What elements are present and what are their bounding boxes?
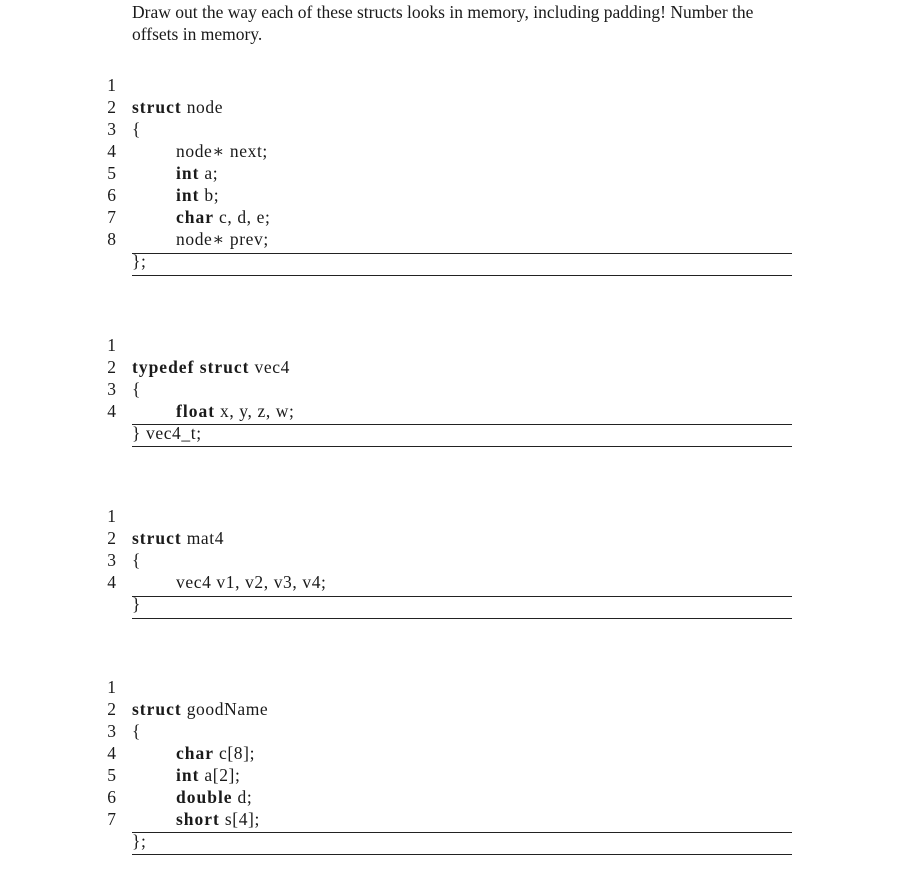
code-rest: d; (232, 787, 253, 807)
code-rest: a; (199, 163, 219, 183)
line-number: 5 (107, 163, 116, 183)
code-rest: x, y, z, w; (215, 401, 295, 421)
answer-line (132, 424, 792, 425)
code-rest: { (132, 721, 141, 741)
line-number: 6 (107, 787, 116, 807)
code-rest: vec4 (249, 357, 290, 377)
line-number: 4 (107, 401, 116, 421)
code-rest: c[8]; (214, 743, 256, 763)
line-number: 3 (107, 721, 116, 741)
line-number: 7 (107, 207, 116, 227)
line-number: 2 (107, 699, 116, 719)
answer-line (132, 446, 792, 447)
keyword: short (176, 809, 220, 829)
code-rest: } (132, 594, 141, 614)
code-rest: s[4]; (219, 809, 260, 829)
code-rest: a[2]; (199, 765, 241, 785)
code-text (132, 830, 146, 852)
line-number: 8 (107, 229, 116, 249)
code-text (176, 808, 260, 830)
answer-line (132, 618, 792, 619)
keyword: char (176, 207, 215, 227)
code-text (132, 422, 202, 444)
answer-line (132, 275, 792, 276)
code-rest: { (132, 379, 141, 399)
code-line (0, 312, 900, 377)
code-rest: { (132, 119, 141, 139)
code-line (0, 527, 900, 592)
keyword: int (176, 765, 200, 785)
code-line (0, 356, 900, 421)
keyword: char (176, 743, 215, 763)
code-text (176, 228, 269, 250)
code-rest: } vec4_t; (132, 423, 202, 443)
line-number: 3 (107, 379, 116, 399)
keyword: struct (132, 699, 182, 719)
answer-line (132, 596, 792, 597)
line-number: 2 (107, 97, 116, 117)
code-rest: goodName (181, 699, 269, 719)
code-rest: { (132, 550, 141, 570)
code-rest: node∗ prev; (176, 229, 269, 249)
line-number: 3 (107, 550, 116, 570)
code-rest: }; (132, 251, 147, 271)
keyword: double (176, 787, 233, 807)
line-number: 1 (107, 75, 116, 95)
code-rest: b; (199, 185, 220, 205)
line-number: 7 (107, 809, 116, 829)
line-number: 2 (107, 528, 116, 548)
answer-line (132, 832, 792, 833)
keyword: float (176, 401, 216, 421)
line-number: 4 (107, 141, 116, 161)
code-text (176, 400, 295, 422)
code-line (0, 140, 900, 205)
line-number: 3 (107, 119, 116, 139)
line-number: 5 (107, 765, 116, 785)
line-number: 6 (107, 185, 116, 205)
line-number: 1 (107, 677, 116, 697)
code-rest: vec4 v1, v2, v3, v4; (176, 572, 327, 592)
code-line (0, 698, 900, 763)
code-line (0, 654, 900, 719)
answer-line (132, 253, 792, 254)
keyword: int (176, 163, 200, 183)
code-text (176, 571, 327, 593)
code-rest: }; (132, 831, 147, 851)
keyword: typedef struct (132, 357, 250, 377)
line-number: 2 (107, 357, 116, 377)
line-number: 4 (107, 572, 116, 592)
instructions-text: Draw out the way each of these structs looks in memory, including padding! Number the offsets in memory. (132, 2, 754, 44)
code-rest: c, d, e; (214, 207, 271, 227)
line-number: 1 (107, 335, 116, 355)
keyword: struct (132, 528, 182, 548)
keyword: int (176, 185, 200, 205)
code-rest: node (181, 97, 224, 117)
code-rest: mat4 (181, 528, 225, 548)
line-number: 1 (107, 506, 116, 526)
answer-line (132, 854, 792, 855)
keyword: struct (132, 97, 182, 117)
line-number: 4 (107, 743, 116, 763)
code-line (0, 483, 900, 548)
code-line (0, 96, 900, 161)
code-line (0, 52, 900, 117)
code-rest: node∗ next; (176, 141, 268, 161)
